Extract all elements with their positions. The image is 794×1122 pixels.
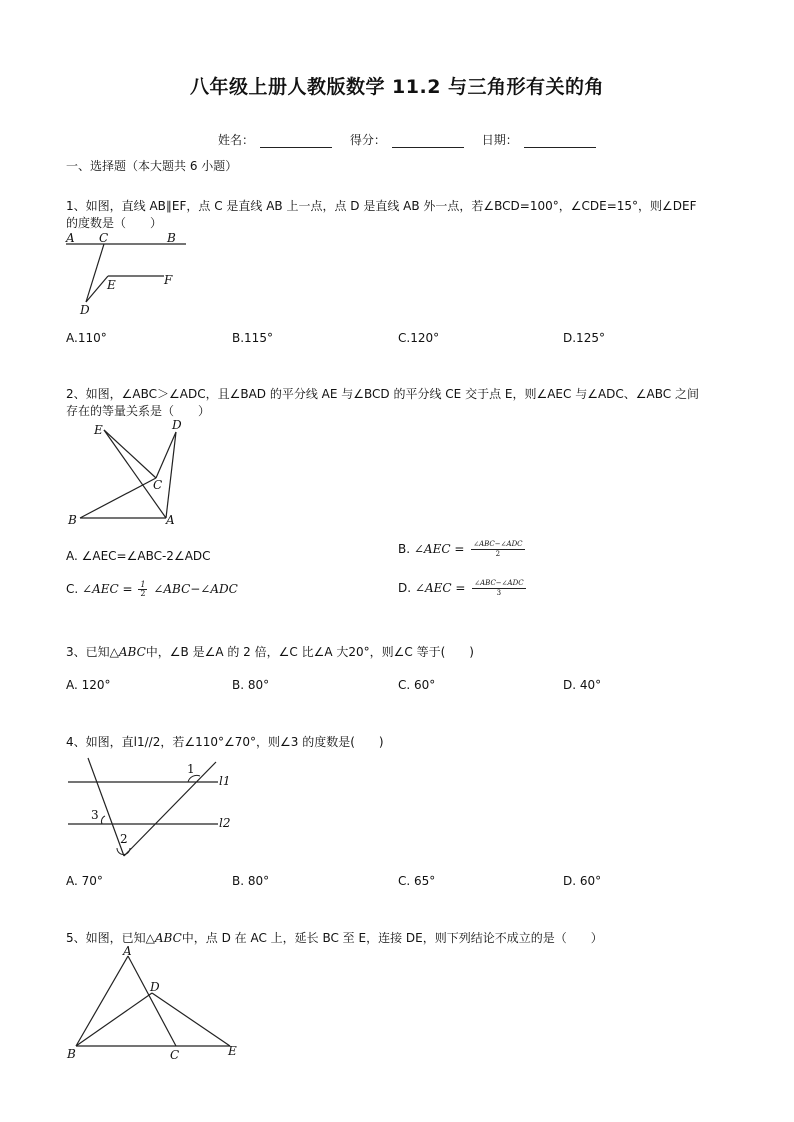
question-3-prefix: 3、已知 xyxy=(66,645,110,659)
fig2-label-B: B xyxy=(68,513,77,527)
q2-option-d-numerator: ∠ABC−∠ADC xyxy=(474,579,524,587)
fig5-label-E: E xyxy=(228,1044,237,1058)
fig5-label-D: D xyxy=(150,980,160,994)
name-label: 姓名： xyxy=(218,133,255,147)
q2-option-c-numerator: 1 xyxy=(140,580,146,589)
q2-option-b-numerator: ∠ABC−∠ADC xyxy=(473,540,523,548)
q2-option-d-lhs: ∠AEC = xyxy=(414,581,466,595)
q2-option-b-prefix: B. xyxy=(398,542,411,556)
question-4-figure xyxy=(66,758,246,858)
q1-option-c[interactable]: C.120° xyxy=(398,331,440,345)
q1-option-d[interactable]: D.125° xyxy=(563,331,605,345)
fig1-label-F: F xyxy=(164,273,173,287)
q2-option-b-denominator: 2 xyxy=(495,550,501,558)
q2-option-a[interactable]: A. ∠AEC=∠ABC-2∠ADC xyxy=(66,549,211,563)
q1-option-b[interactable]: B.115° xyxy=(232,331,273,345)
question-2-line-1: 2、如图，∠ABC＞∠ADC，且∠BAD 的平分线 AE 与∠BCD 的平分线 CE 交于点 E，则∠AEC 与∠ADC、∠ABC 之间 xyxy=(66,387,699,401)
question-3-rest: 中，∠B 是∠A 的 2 倍，∠C 比∠A 大20°，则∠C 等于( ) xyxy=(145,645,474,659)
fig1-label-E: E xyxy=(107,278,116,292)
question-3-text xyxy=(66,644,474,661)
score-label: 得分： xyxy=(349,133,386,147)
fig1-label-D: D xyxy=(80,303,90,317)
q2-option-b[interactable] xyxy=(398,540,525,559)
fig2-label-E: E xyxy=(94,423,103,437)
question-1-line-1: 1、如图，直线 AB∥EF，点 C 是直线 AB 上一点，点 D 是直线 AB 外一点，若∠BCD=100°，∠CDE=15°，则∠DEF xyxy=(66,199,697,213)
q2-option-c-denominator: 2 xyxy=(140,589,146,598)
question-2-text xyxy=(66,386,699,420)
q2-option-c[interactable] xyxy=(66,581,238,598)
q4-option-d[interactable]: D. 60° xyxy=(563,874,602,888)
fig1-label-C: C xyxy=(99,231,109,245)
question-5-prefix: 5、如图，已知 xyxy=(66,931,146,945)
q2-option-d[interactable] xyxy=(398,579,526,598)
question-3-triangle: △ABC xyxy=(109,645,146,659)
q4-option-c[interactable]: C. 65° xyxy=(398,874,436,888)
q2-option-c-fraction xyxy=(138,581,147,598)
page-title: 八年级上册人教版数学 11.2 与三角形有关的角 xyxy=(189,76,605,98)
q3-option-b[interactable]: B. 80° xyxy=(232,678,270,692)
question-1-figure xyxy=(64,230,194,315)
question-1-line-2: 的度数是（ ） xyxy=(66,216,163,230)
question-5-triangle: △ABC xyxy=(145,931,182,945)
question-5-figure xyxy=(64,946,254,1066)
fig2-label-A: A xyxy=(166,513,175,527)
fig4-angle-3: 3 xyxy=(91,808,99,822)
score-blank[interactable] xyxy=(392,135,464,148)
fig4-angle-1: 1 xyxy=(187,762,195,776)
q4-option-b[interactable]: B. 80° xyxy=(232,874,270,888)
name-blank[interactable] xyxy=(260,135,332,148)
fig4-angle-2: 2 xyxy=(120,832,128,846)
q2-option-d-prefix: D. xyxy=(398,581,412,595)
q3-option-a[interactable]: A. 120° xyxy=(66,678,111,692)
q2-option-b-lhs: ∠AEC = xyxy=(413,542,465,556)
q3-option-d[interactable]: D. 40° xyxy=(563,678,602,692)
question-2-figure xyxy=(64,418,194,528)
q2-option-d-denominator: 3 xyxy=(496,589,502,597)
q2-option-c-rhs: ∠ABC−∠ADC xyxy=(153,582,238,596)
q2-option-b-fraction xyxy=(471,540,524,559)
question-2-line-2: 存在的等量关系是（ ） xyxy=(66,404,211,418)
q2-option-c-lhs: ∠AEC = xyxy=(82,582,133,596)
q1-option-a[interactable]: A.110° xyxy=(66,331,107,345)
question-5-text xyxy=(66,930,603,947)
q4-option-a[interactable]: A. 70° xyxy=(66,874,103,888)
question-1-text xyxy=(66,198,697,232)
fig2-label-D: D xyxy=(172,418,182,432)
fig1-label-B: B xyxy=(167,231,176,245)
student-info-row xyxy=(218,131,610,148)
question-4-text: 4、如图，直l1//2，若∠110°∠70°，则∠3 的度数是( ) xyxy=(66,735,384,749)
date-blank[interactable] xyxy=(524,135,596,148)
q2-option-d-fraction xyxy=(472,579,525,598)
fig4-label-l2: l2 xyxy=(219,816,231,830)
fig5-label-C: C xyxy=(170,1048,180,1062)
section-heading: 一、选择题（本大题共 6 小题） xyxy=(66,159,238,173)
fig4-label-l1: l1 xyxy=(219,774,231,788)
question-5-rest: 中，点 D 在 AC 上，延长 BC 至 E，连接 DE，则下列结论不成立的是（ ） xyxy=(181,931,603,945)
fig5-label-A: A xyxy=(123,944,132,958)
fig5-label-B: B xyxy=(67,1047,76,1061)
fig2-label-C: C xyxy=(153,478,163,492)
fig1-label-A: A xyxy=(66,231,75,245)
q3-option-c[interactable]: C. 60° xyxy=(398,678,436,692)
q2-option-c-prefix: C. xyxy=(66,582,79,596)
date-label: 日期： xyxy=(481,133,518,147)
